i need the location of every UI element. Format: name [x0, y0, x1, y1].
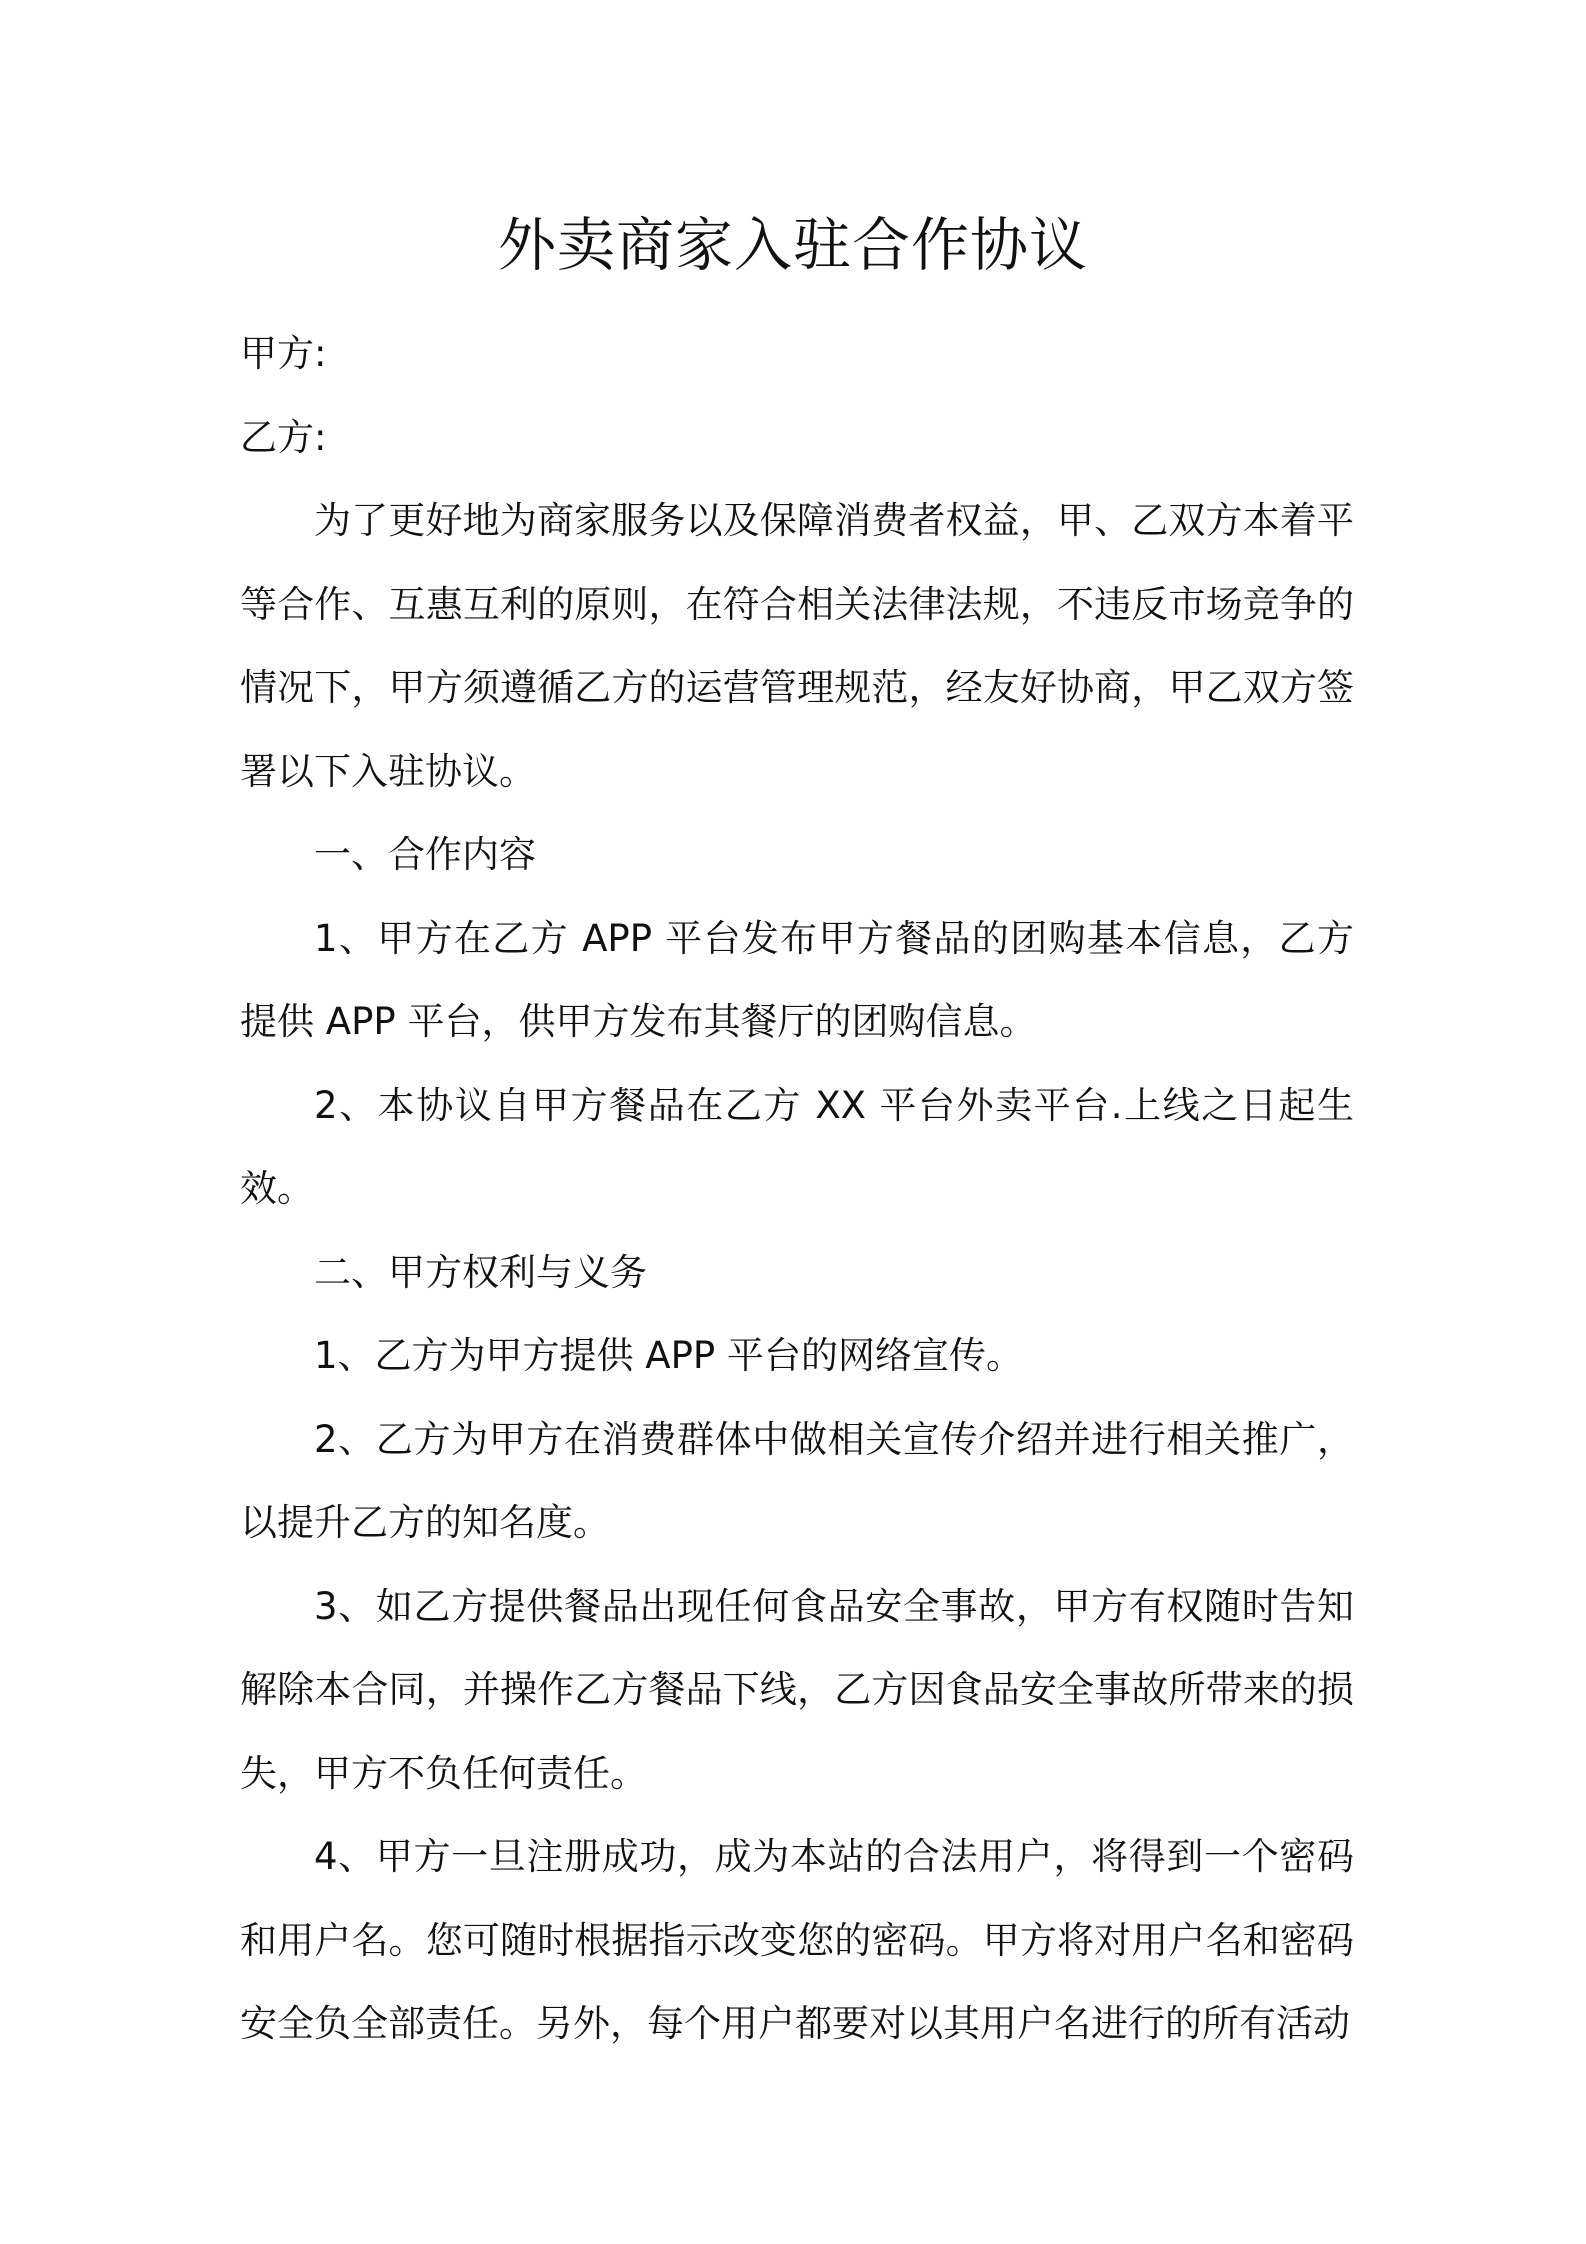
- clause-paragraph: 3、如乙方提供餐品出现任何食品安全事故，甲方有权随时告知解除本合同，并操作乙方餐品下线，乙方因食品安全事故所带来的损失，甲方不负任何责任。: [240, 1584, 1354, 1795]
- clause-paragraph: 1、乙方为甲方提供 APP 平台的网络宣传。: [314, 1334, 1023, 1377]
- clause-paragraph: 2、乙方为甲方在消费群体中做相关宣传介绍并进行相关推广，以提升乙方的知名度。: [240, 1417, 1354, 1544]
- intro-paragraph: 为了更好地为商家服务以及保障消费者权益，甲、乙双方本着平等合作、互惠互利的原则，在符合相关法律法规，不违反市场竞争的情况下，甲方须遵循乙方的运营管理规范，经友好协商，甲乙双方签署以下入驻协议。: [240, 499, 1354, 793]
- document-title: 外卖商家入驻合作协议: [497, 211, 1088, 279]
- section-heading-cooperation: 一、合作内容: [314, 833, 536, 876]
- clause-paragraph: 4、甲方一旦注册成功，成为本站的合法用户，将得到一个密码和用户名。您可随时根据指示改变您的密码。甲方将对用户名和密码安全负全部责任。另外，每个用户都要对以其用户名进行的所有活动: [240, 1835, 1354, 2045]
- party-a-label: 甲方:: [240, 332, 327, 375]
- clause-paragraph: 1、甲方在乙方 APP 平台发布甲方餐品的团购基本信息，乙方提供 APP 平台，供甲方发布其餐厅的团购信息。: [240, 916, 1354, 1043]
- clause-paragraph: 2、本协议自甲方餐品在乙方 XX 平台外卖平台.上线之日起生效。: [240, 1083, 1354, 1210]
- party-b-label: 乙方:: [240, 415, 327, 459]
- section-heading-rights-obligations: 二、甲方权利与义务: [314, 1250, 647, 1294]
- document-body: [240, 312, 1354, 2066]
